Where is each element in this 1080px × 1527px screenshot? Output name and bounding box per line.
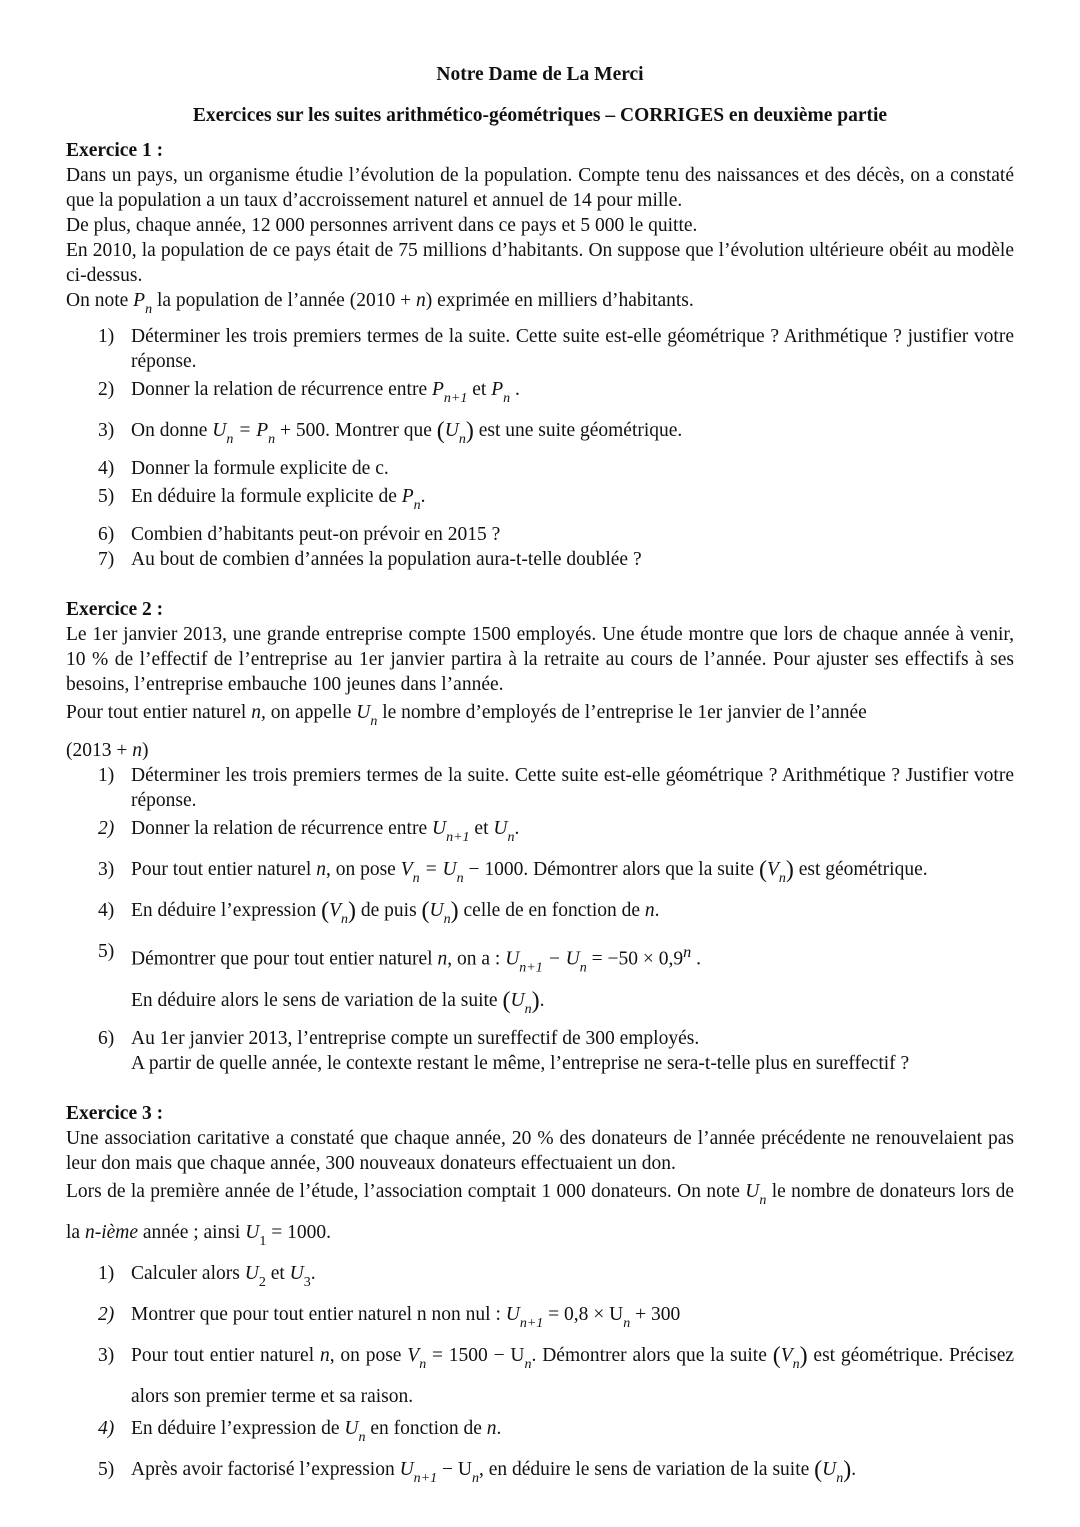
exercise-3 [66, 1101, 1014, 1495]
spacer [66, 572, 1014, 597]
question-item: 1) Déterminer les trois premiers termes de la suite. Cette suite est-elle géométrique ? Arithmétique ? Justifier votre réponse. [98, 765, 1014, 811]
exercise-1-intro-3: En 2010, la population de ce pays était de 75 millions d’habitants. On suppose que l’évolution ultérieure obéit au modèle ci-dessus. [66, 240, 1014, 286]
question-item: 5) Après avoir factorisé l’expression $U_{n+1} - U_n$, en déduire le sens de variation de la suite $(U_n)$. [98, 1456, 857, 1486]
question-item: 6) Combien d’habitants peut-on prévoir en 2015 ? [98, 524, 501, 545]
question-item: 7) Au bout de combien d’années la population aura-t-telle doublée ? [98, 549, 642, 570]
exercise-3-intro: Une association caritative a constaté que chaque année, 20 % des donateurs de l’année précédente ne renouvelaient pas leur don mais que chaque année, 300 nouveaux donateurs effectuaient un don. [66, 1127, 1014, 1174]
exercise-2 [66, 597, 1014, 1076]
exercise-1-intro-1: Dans un pays, un organisme étudie l’évolution de la population. Compte tenu des naissances et des décès, on a constaté que la population a un taux d’accroissement naturel et annuel de 14 pour mille. [66, 165, 1014, 211]
spacer [66, 1076, 1014, 1101]
exercise-3-questions [66, 1258, 1014, 1495]
document-subtitle: Exercices sur les suites arithmético-géométriques – CORRIGES en deuxième partie [192, 105, 888, 126]
question-item: 2) Donner la relation de récurrence entre $P_{n+1}$ et $P_n$ . [98, 379, 520, 406]
exercise-2-definition: Pour tout entier naturel n, on appelle $U_n$ le nombre d’employés de l’entreprise le 1er janvier de l’année [66, 702, 867, 729]
question-item: 2) Donner la relation de récurrence entre $U_{n+1}$ et $U_n$. [98, 818, 520, 845]
exercise-1-title: Exercice 1 : [66, 140, 164, 161]
question-item: 6) Au 1er janvier 2013, l’entreprise compte un sureffectif de 300 employés. A partir de quelle année, le contexte restant le même, l’entreprise ne sera-t-telle plus en sureffectif ? [98, 1027, 910, 1074]
exercise-2-definition-cont: (2013 + n) [66, 740, 149, 761]
question-item: 3) On donne $U_n = P_n + 500$. Montrer que $(U_n)$ est une suite géométrique. [98, 418, 683, 447]
question-item: 3) Pour tout entier naturel n, on pose $V_n = U_n - 1000$. Démontrer alors que la suite $(V_n)$ est géométrique. [98, 857, 928, 886]
question-item: 4) En déduire l’expression de $U_n$ en fonction de n. [98, 1417, 502, 1445]
exercise-1-questions [66, 324, 1014, 572]
exercise-2-intro: Le 1er janvier 2013, une grande entreprise compte 1500 employés. Une étude montre que lors de chaque année à venir, 10 % de l’effectif de l’entreprise au 1er janvier partira à la retraite au cours de l’année. Pour ajuster ses effectifs à ses besoins, l’entreprise embauche 100 jeunes dans l’année. [66, 624, 1014, 695]
school-title: Notre Dame de La Merci [436, 64, 644, 85]
question-item: 4) En déduire l’expression $(V_n)$ de puis $(U_n)$ celle de en fonction de n. [98, 898, 660, 927]
question-item: 5) Démontrer que pour tout entier naturel n, on a : $U_{n+1} - U_n = -50 \times 0,9^n$ . En déduire alors le sens de variation de la suite $(U_n)$. [98, 941, 701, 1017]
exercise-1 [66, 138, 1014, 572]
question-item: 5) En déduire la formule explicite de $P_n$. [98, 486, 426, 513]
exercise-2-questions [66, 763, 1014, 1076]
question-item: 3) Pour tout entier naturel n, on pose $V_n = 1500 - U_n$. Démontrer alors que la suite $(V_n)$ est géométrique. Précisez alors son premier terme et sa raison. [98, 1342, 1015, 1407]
exercise-2-title: Exercice 2 : [66, 599, 164, 620]
exercise-1-note: On note $P_n$ la population de l’année (2010 + n) exprimée en milliers d’habitants. [66, 290, 694, 317]
exercise-3-definition: Lors de la première année de l’étude, l’association comptait 1 000 donateurs. On note $U_n$ le nombre de donateurs lors de la n-ième année ; ainsi $U_1 = 1000$. [66, 1180, 1014, 1249]
exercise-3-title: Exercice 3 : [66, 1102, 164, 1124]
question-item: 2) Montrer que pour tout entier naturel n non nul : $U_{n+1} = 0,8 \times U_n + 300$ [98, 1303, 681, 1331]
question-item: 1) Calculer alors $U_2$ et $U_3$. [98, 1262, 316, 1290]
document-page [66, 62, 1014, 1495]
exercise-1-intro-2: De plus, chaque année, 12 000 personnes arrivent dans ce pays et 5 000 le quitte. [66, 215, 698, 236]
question-item: 4) Donner la formule explicite de c. [98, 458, 389, 479]
question-item: 1) Déterminer les trois premiers termes de la suite. Cette suite est-elle géométrique ? Arithmétique ? justifier votre réponse. [98, 326, 1014, 372]
